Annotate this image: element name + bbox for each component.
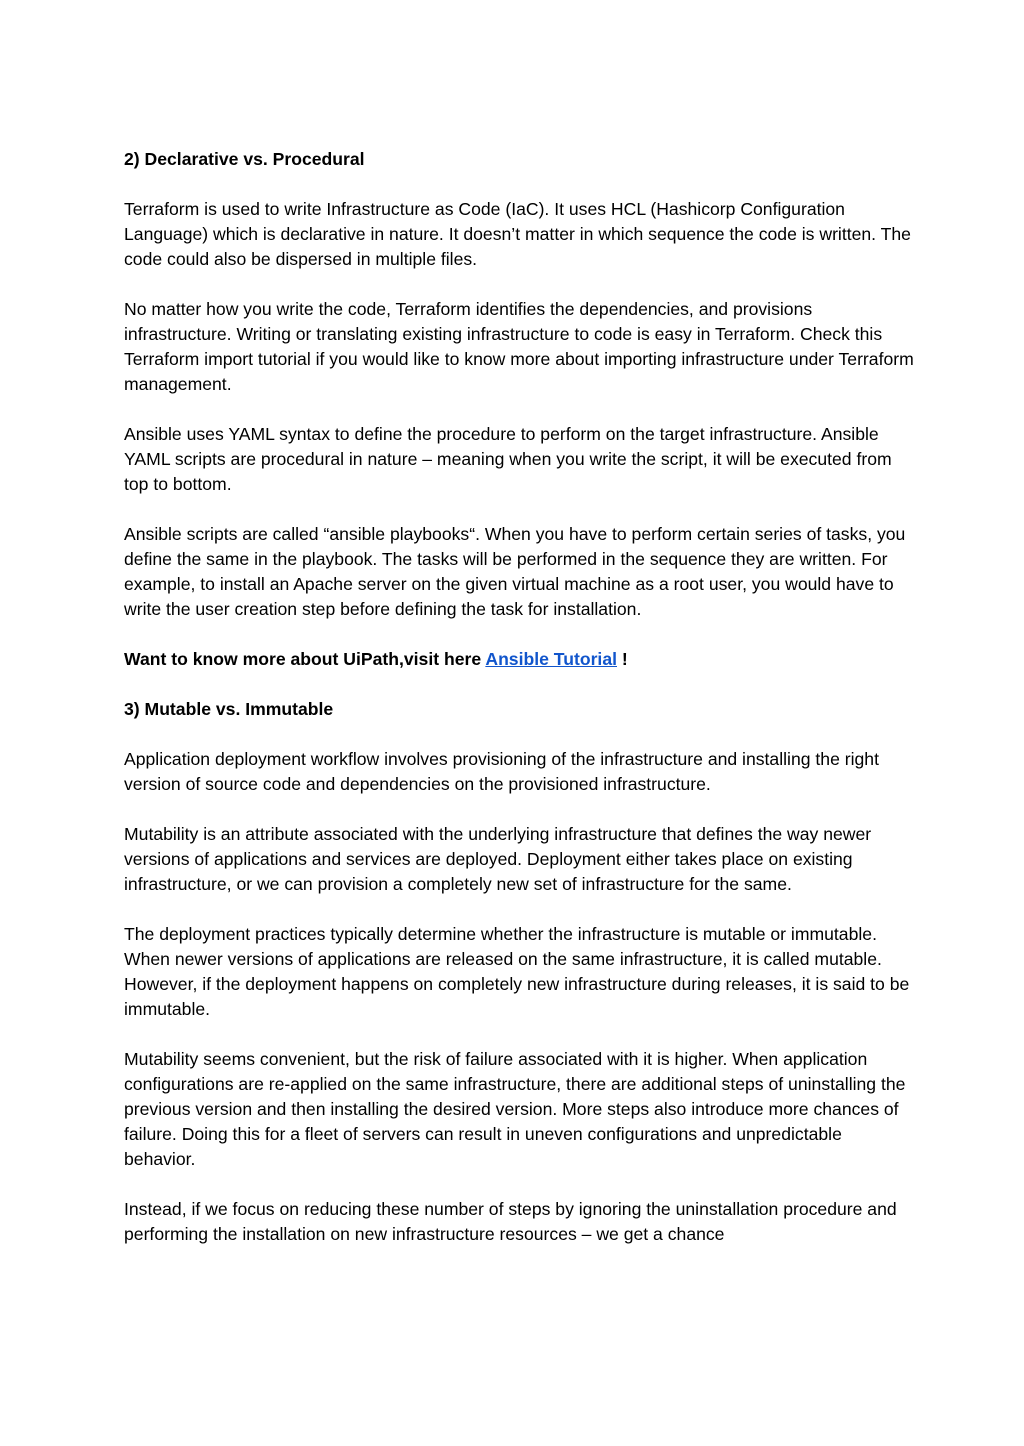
paragraph-ansible-playbooks: Ansible scripts are called “ansible playbooks“. When you have to perform certain series of tasks, you define the same in the playbook. The tasks will be performed in the sequence they are written. For example, to install an Apache server on the given virtual machine as a root user, you would have to write the user creation step before defining the task for installation. bbox=[124, 524, 906, 619]
paragraph-deployment-practices: The deployment practices typically determine whether the infrastructure is mutable or immutable. When newer versions of applications are released on the same infrastructure, it is called mutable. However, if the deployment happens on completely new infrastructure during releases, it is said to be immutable. bbox=[124, 924, 910, 1019]
paragraph-mutability-attribute: Mutability is an attribute associated with the underlying infrastructure that defines the way newer versions of applications and services are deployed. Deployment either takes place on existing infrastructure, or we can provision a completely new set of infrastructure for the same. bbox=[124, 824, 872, 894]
cta-prefix: Want to know more about UiPath,visit here bbox=[124, 649, 486, 669]
paragraph-terraform-iac: Terraform is used to write Infrastructure as Code (IaC). It uses HCL (Hashicorp Configuration Language) which is declarative in nature. It doesn’t matter in which sequence the code is written. The code could also be dispersed in multiple files. bbox=[124, 199, 911, 269]
ansible-tutorial-link[interactable]: Ansible Tutorial bbox=[485, 649, 617, 669]
paragraph-ansible-yaml: Ansible uses YAML syntax to define the procedure to perform on the target infrastructure. Ansible YAML scripts are procedural in nature – meaning when you write the script, it will be executed from top to bottom. bbox=[124, 424, 892, 494]
paragraph-mutability-risk: Mutability seems convenient, but the risk of failure associated with it is higher. When application configurations are re-applied on the same infrastructure, there are additional steps of uninstalling the previous version and then installing the desired version. More steps also introduce more chances of failure. Doing this for a fleet of servers can result in uneven configurations and unpredictable behavior. bbox=[124, 1049, 906, 1169]
section-heading-declarative-vs-procedural: 2) Declarative vs. Procedural bbox=[124, 149, 365, 169]
cta-suffix: ! bbox=[617, 649, 628, 669]
paragraph-deployment-workflow: Application deployment workflow involves provisioning of the infrastructure and installing the right version of source code and dependencies on the provisioned infrastructure. bbox=[124, 749, 879, 794]
cta-line bbox=[124, 647, 914, 672]
section-heading-mutable-vs-immutable: 3) Mutable vs. Immutable bbox=[124, 699, 334, 719]
paragraph-terraform-dependencies: No matter how you write the code, Terraform identifies the dependencies, and provisions infrastructure. Writing or translating existing infrastructure to code is easy in Terraform. Check this Terraform import tutorial if you would like to know more about importing infrastructure under Terraform management. bbox=[124, 299, 914, 394]
paragraph-reducing-steps: Instead, if we focus on reducing these number of steps by ignoring the uninstallation procedure and performing the installation on new infrastructure resources – we get a chance bbox=[124, 1199, 897, 1244]
document-page bbox=[124, 147, 914, 1272]
